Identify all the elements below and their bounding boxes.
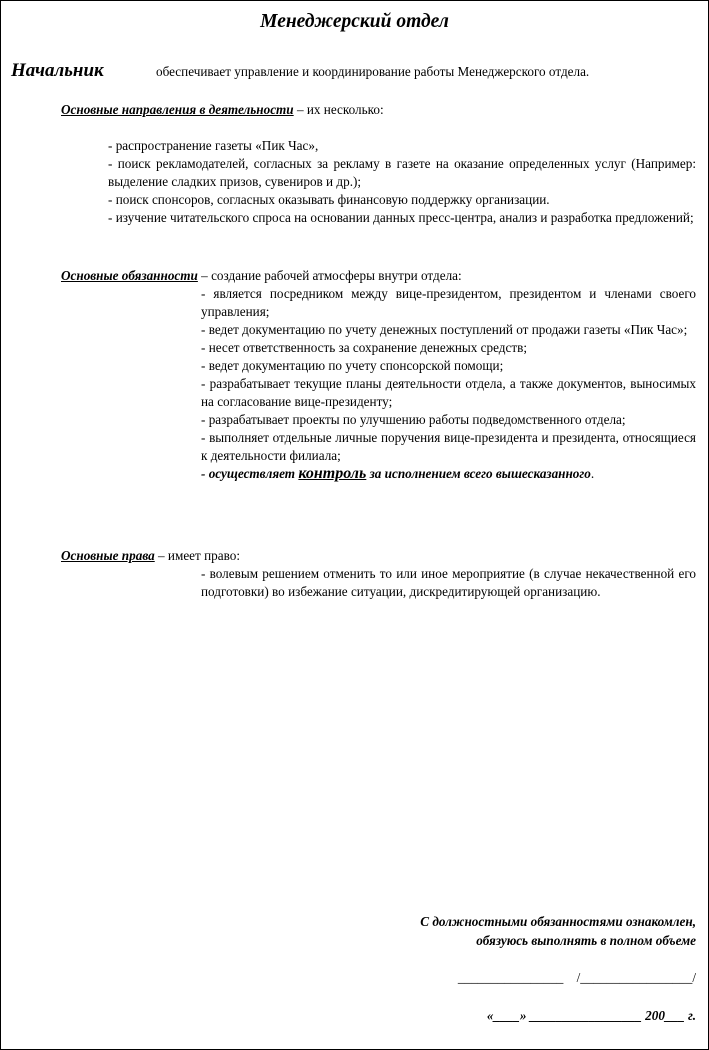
- list-item-control: [201, 465, 696, 483]
- control-after: за исполнением всего вышесказанного: [366, 466, 591, 481]
- list-item: - изучение читательского спроса на основании данных пресс-центра, анализ и разработка предложений;: [108, 210, 694, 225]
- duties-list: [201, 285, 696, 483]
- directions-list: [108, 137, 696, 227]
- directions-label: Основные направления в деятельности: [61, 102, 294, 117]
- role-description: обеспечивает управление и координирование работы Менеджерского отдела.: [156, 64, 590, 79]
- list-item: - поиск рекламодателей, согласных за рекламу в газете на оказание определенных услуг (Например: выделение сладких призов, сувениров и др.);: [108, 156, 696, 189]
- acknowledgement-line-1: С должностными обязанностями ознакомлен,: [420, 914, 696, 929]
- control-end: .: [590, 466, 595, 481]
- list-item: - ведет документацию по учету денежных поступлений от продажи газеты «Пик Час»;: [201, 322, 688, 337]
- list-item: - поиск спонсоров, согласных оказывать финансовую поддержку организации.: [108, 192, 550, 207]
- duties-suffix: – создание рабочей атмосферы внутри отдела:: [197, 268, 462, 283]
- list-item: - разрабатывает текущие планы деятельности отдела, а также документов, выносимых на согласование вице-президенту;: [201, 376, 696, 409]
- control-before: - осуществляет: [201, 466, 299, 481]
- rights-label: Основные права: [61, 548, 155, 563]
- list-item: - распространение газеты «Пик Час»,: [108, 138, 319, 153]
- list-item: - волевым решением отменить то или иное мероприятие (в случае некачественной его подготовки) во избежание ситуации, дискредитирующей организацию.: [201, 566, 696, 599]
- role-row: [11, 59, 698, 85]
- duties-heading: [61, 267, 462, 285]
- acknowledgement-line-2: обязуюсь выполнять в полном объеме: [476, 933, 696, 948]
- directions-suffix: – их несколько:: [293, 102, 384, 117]
- list-item: - ведет документацию по учету спонсорской помощи;: [201, 358, 504, 373]
- directions-heading: [61, 101, 384, 119]
- list-item: - разрабатывает проекты по улучшению работы подведомственного отдела;: [201, 412, 626, 427]
- page-title: Менеджерский отдел: [260, 11, 449, 32]
- list-item: - является посредником между вице-президентом, президентом и членами своего управления;: [201, 286, 696, 319]
- list-item: - выполняет отдельные личные поручения вице-президента и президента, относящиеся к деятельности филиала;: [201, 430, 696, 463]
- duties-label: Основные обязанности: [61, 268, 198, 283]
- rights-list: [201, 565, 696, 601]
- control-emphasis: контроль: [298, 465, 367, 482]
- rights-suffix: – имеет право:: [154, 548, 240, 563]
- list-item: - несет ответственность за сохранение денежных средств;: [201, 340, 527, 355]
- date-line: «____» _________________ 200___ г.: [486, 1008, 696, 1023]
- role-name: Начальник: [11, 60, 104, 81]
- rights-heading: [61, 547, 240, 565]
- signature-line: ________________ /_________________/: [457, 970, 696, 985]
